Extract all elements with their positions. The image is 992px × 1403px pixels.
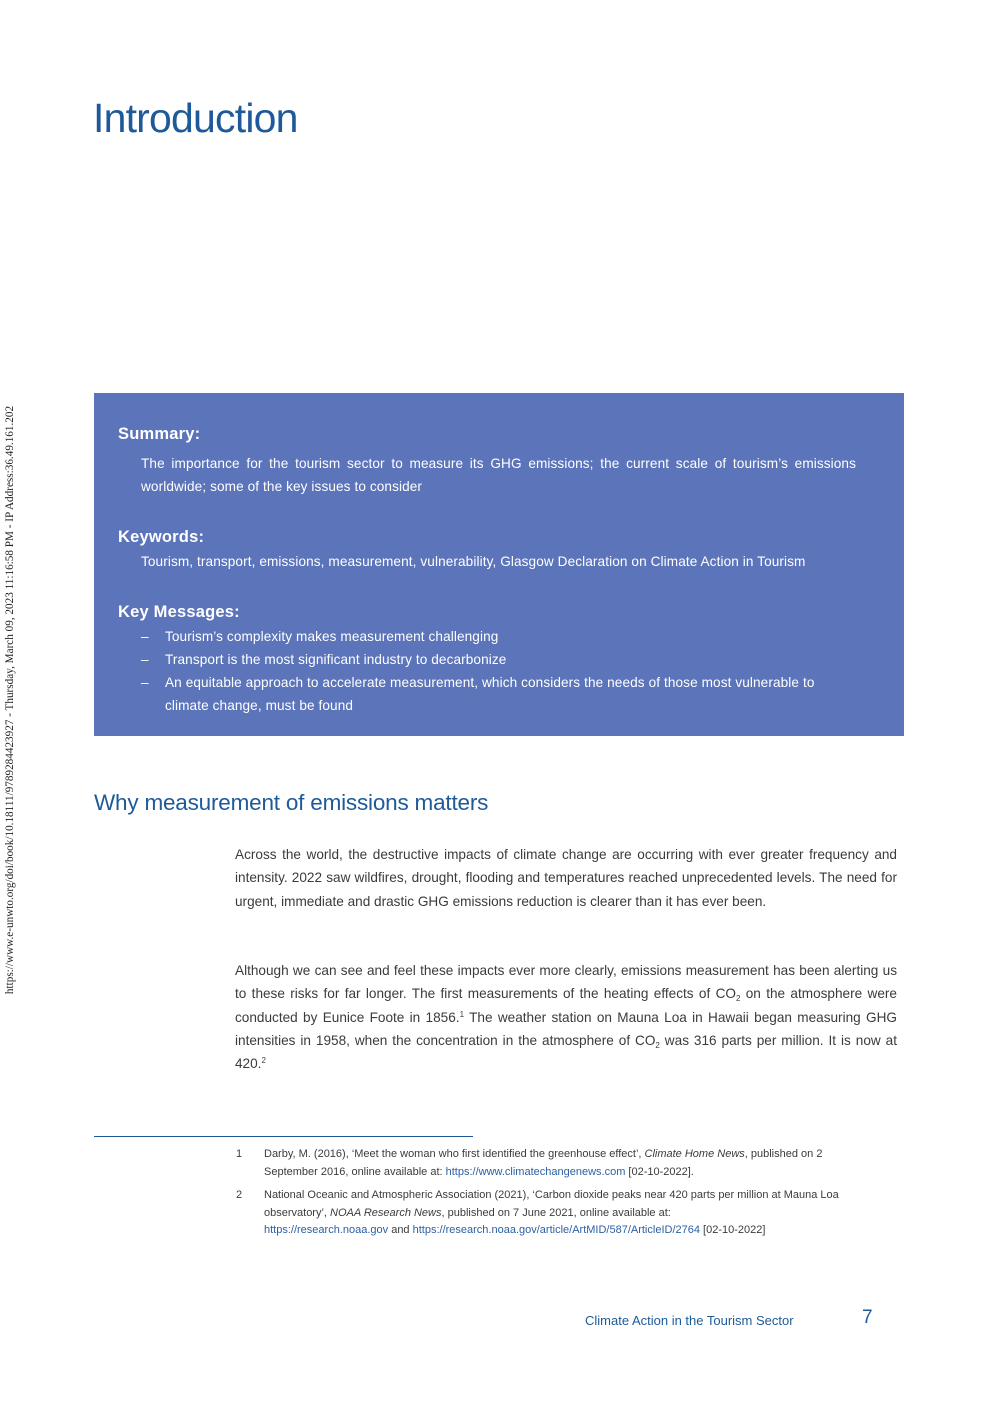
footnote-number: 1 — [236, 1148, 243, 1160]
key-message-text: Tourism’s complexity makes measurement challenging — [165, 629, 499, 644]
para-text: The weather station on Mauna Loa in Hawaii began measuring GHG intensities in 1958, when the concentration in the atmosphere of CO — [235, 1009, 897, 1048]
footnote-2 — [236, 1187, 876, 1240]
footnote-ref[interactable]: 2 — [261, 1056, 266, 1066]
para-text: was 316 parts per million. It is now at 420. — [235, 1032, 897, 1072]
footnote-link[interactable]: https://research.noaa.gov/article/ArtMID/587/ArticleID/2764 — [412, 1224, 700, 1236]
list-dash: – — [141, 675, 149, 690]
body-paragraph-2 — [235, 959, 897, 1075]
para-text: Although we can see and feel these impacts ever more clearly, emissions measurement has been alerting us to these risks for far longer. The first measurements of the heating effects of CO — [235, 963, 897, 1002]
key-messages-list — [141, 625, 856, 717]
page-title: Introduction — [93, 95, 298, 141]
footnote-text — [264, 1187, 876, 1240]
list-dash: – — [141, 629, 149, 644]
footnote-text — [264, 1146, 876, 1181]
summary-text: The importance for the tourism sector to measure its GHG emissions; the current scale of tourism’s emissions worldwide; some of the key issues to consider — [141, 456, 856, 494]
section-heading: Why measurement of emissions matters — [94, 790, 489, 815]
footnote-1 — [236, 1146, 876, 1181]
footnote-segment: , published on 2 September 2016, online available at: — [264, 1148, 823, 1178]
footnote-segment: , published on 7 June 2021, online available at: — [441, 1206, 671, 1219]
key-message-item — [141, 625, 856, 648]
footnote-segment: National Oceanic and Atmospheric Association (2021), ‘Carbon dioxide peaks near 420 parts per million at Mauna Loa observatory’, — [264, 1189, 839, 1219]
subscript: 2 — [735, 994, 741, 1004]
footnote-italic: Climate Home News — [644, 1148, 745, 1160]
list-dash: – — [141, 652, 149, 667]
page-number: 7 — [862, 1307, 873, 1328]
key-message-item — [141, 648, 856, 671]
footnote-italic: NOAA Research News — [330, 1206, 442, 1219]
para-text: on the atmosphere were conducted by Eunice Foote in 1856. — [235, 986, 897, 1025]
key-message-text: Transport is the most significant industry to decarbonize — [165, 652, 507, 667]
footnote-segment: [02-10-2022]. — [625, 1165, 694, 1178]
footer-title: Climate Action in the Tourism Sector — [585, 1313, 794, 1328]
keywords-heading: Keywords: — [118, 528, 205, 546]
footnote-link[interactable]: https://research.noaa.gov — [264, 1224, 389, 1236]
summary-heading: Summary: — [118, 425, 201, 443]
key-message-text: An equitable approach to accelerate measurement, which considers the needs of those most vulnerable to climate change, must be found — [165, 675, 815, 713]
side-watermark: https://www.e-unwto.org/doi/book/10.18111/9789284423927 - Thursday, March 09, 2023 11:16:58 PM - IP Address:36.49.161.202 — [4, 405, 16, 995]
keywords-text: Tourism, transport, emissions, measurement, vulnerability, Glasgow Declaration on Climate Action in Tourism — [141, 554, 806, 569]
footnote-number: 2 — [236, 1189, 243, 1201]
footnote-divider — [94, 1136, 473, 1137]
footnote-segment: [02-10-2022] — [699, 1224, 766, 1236]
footnote-segment: Darby, M. (2016), ‘Meet the woman who first identified the greenhouse effect’, — [264, 1148, 645, 1160]
subscript: 2 — [655, 1040, 660, 1050]
footnote-link[interactable]: https://www.climatechangenews.com — [445, 1165, 626, 1178]
footnote-segment: and — [388, 1224, 413, 1236]
summary-box — [94, 393, 904, 736]
footnote-ref[interactable]: 1 — [459, 1009, 465, 1019]
body-paragraph-1: Across the world, the destructive impacts of climate change are occurring with ever greater frequency and intensity. 2022 saw wildfires, drought, flooding and temperatures reached unprecedented levels. The need for urgent, immediate and drastic GHG emissions reduction is clearer than it has ever been. — [235, 847, 897, 909]
key-messages-heading: Key Messages: — [118, 603, 240, 621]
key-message-item — [141, 671, 856, 717]
